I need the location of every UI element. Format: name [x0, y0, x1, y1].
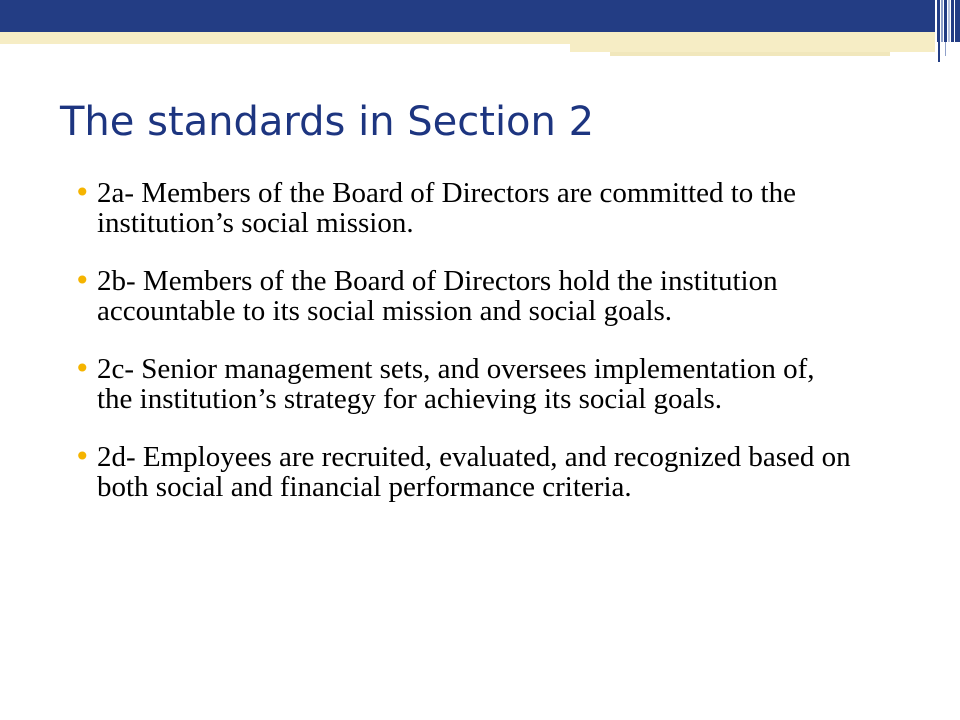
- bullet-item-2c: [74, 354, 854, 414]
- header-stripe: [951, 0, 954, 42]
- bullet-dot-icon: •: [74, 440, 91, 473]
- header-cream-bar: [0, 32, 935, 44]
- header-cream-accent: [570, 44, 935, 52]
- bullet-text: 2b- Members of the Board of Directors hold the institution accountable to its social mission and social goals.: [97, 265, 778, 327]
- decorative-header-band: [0, 0, 960, 80]
- slide-title: The standards in Section 2: [60, 99, 595, 145]
- bullet-text: 2d- Employees are recruited, evaluated, and recognized based on both social and financial performance criteria.: [97, 441, 851, 503]
- bullet-item-2d: [74, 442, 854, 502]
- bullet-list: [74, 178, 854, 530]
- header-stripe: [955, 0, 960, 42]
- bullet-text: 2c- Senior management sets, and oversees implementation of, the institution’s strategy for achieving its social goals.: [97, 353, 815, 415]
- bullet-item-2a: [74, 178, 854, 238]
- bullet-text: 2a- Members of the Board of Directors are committed to the institution’s social mission.: [97, 177, 796, 239]
- header-stripe: [948, 0, 950, 42]
- bullet-item-2b: [74, 266, 854, 326]
- header-stripe: [937, 0, 940, 42]
- bullet-dot-icon: •: [74, 176, 91, 209]
- header-cream-accent-thin: [610, 52, 890, 56]
- bullet-dot-icon: •: [74, 264, 91, 297]
- header-stripe-tail: [945, 42, 946, 56]
- header-stripe: [944, 0, 947, 42]
- bullet-dot-icon: •: [74, 352, 91, 385]
- header-navy-bar: [0, 0, 935, 32]
- header-stripe: [941, 0, 943, 42]
- header-stripe-tail: [938, 42, 940, 62]
